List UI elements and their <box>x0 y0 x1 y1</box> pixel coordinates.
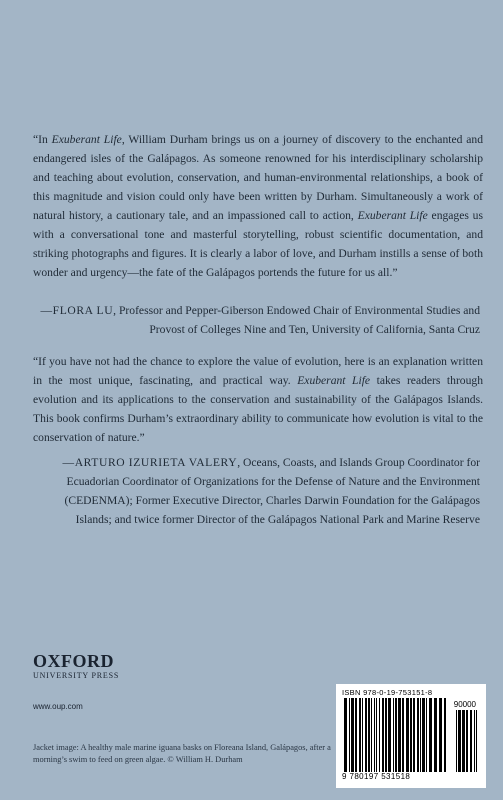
book-title-italic: Exuberant Life <box>51 133 122 146</box>
barcode-bar <box>439 698 442 772</box>
oxford-logo: OXFORD <box>33 651 114 671</box>
blurb-attribution-2 <box>30 453 480 529</box>
book-title-italic: Exuberant Life <box>357 209 428 222</box>
barcode-bar <box>382 698 384 772</box>
endorser-title: , Professor and Pepper-Giberson Endowed Chair of Environmental Studies and Provost of Colleges Nine and Ten, University of California, Santa Cruz <box>113 304 480 336</box>
barcode-bar <box>434 698 437 772</box>
barcode-bar <box>376 698 377 772</box>
barcode-bar <box>426 698 427 772</box>
barcode-bar <box>349 698 350 772</box>
ean-number: 9 780197 531518 <box>342 772 411 781</box>
barcode-bar <box>344 698 347 772</box>
barcode-bar <box>444 698 446 772</box>
barcode-bar <box>410 698 412 772</box>
barcode-bar <box>413 698 415 772</box>
barcode-bar <box>402 698 404 772</box>
quote-text: “In <box>33 133 52 146</box>
barcode-bar <box>365 698 367 772</box>
barcode-bar <box>355 698 357 772</box>
barcode-bar <box>351 698 354 772</box>
barcode-bar <box>388 698 391 772</box>
publisher-url: www.oup.com <box>33 702 83 711</box>
price-code: 90000 <box>453 700 476 709</box>
barcode-bar <box>371 698 372 772</box>
ean-barcode-bars <box>342 698 450 772</box>
quote-text: engages us with a conversational tone and masterful storytelling, robust scientific documentation, and striking photographs and figures. It is clearly a labor of love, and Durham instills a sense of both wonder and urgency—the fate of the Galápagos portends the future for us all.” <box>33 209 483 279</box>
barcode-bar <box>422 698 425 772</box>
barcode-bar <box>379 698 380 772</box>
barcode-bar <box>458 710 461 772</box>
barcode-bar <box>393 698 394 772</box>
barcode-bar <box>429 698 432 772</box>
barcode-bar <box>462 710 465 772</box>
barcode-bar <box>359 698 361 772</box>
barcode-bar <box>395 698 397 772</box>
quote-text: “If you have not had the chance to explore the value of evolution, here is an explanation written in the most unique, fascinating, and practical way. <box>33 355 483 387</box>
barcode-bar <box>456 710 457 772</box>
jacket-image-credit: Jacket image: A healthy male marine iguana basks on Floreana Island, Galápagos, after a morning’s swim to feed on green algae. © William H. Durham <box>33 743 331 764</box>
isbn-label: ISBN 978-0-19-753151-8 <box>342 688 433 697</box>
barcode-bar <box>417 698 419 772</box>
isbn-barcode <box>336 684 486 788</box>
book-title-italic: Exuberant Life <box>297 374 371 387</box>
endorser-name: —ARTURO IZURIETA VALERY <box>62 456 238 469</box>
barcode-bar <box>374 698 375 772</box>
blurb-quote-1 <box>33 130 483 282</box>
price-barcode-bars <box>454 710 480 772</box>
barcode-bar <box>362 698 363 772</box>
blurb-quote-2 <box>33 352 483 447</box>
quote-text: , William Durham brings us on a journey of discovery to the enchanted and endangered isles of the Galápagos. As someone renowned for his interdisciplinary scholarship and teaching about evolution, conservation, and human-environmental relationships, a book of this magnitude and vision could only have been written by Durham. Simultaneously a work of natural history, a cautionary tale, and an impassioned call to action, <box>33 133 483 222</box>
barcode-bar <box>385 698 387 772</box>
blurb-attribution-1 <box>30 301 480 339</box>
university-press-label: UNIVERSITY PRESS <box>33 671 120 680</box>
barcode-bar <box>476 710 477 772</box>
barcode-bar <box>474 710 475 772</box>
barcode-bar <box>466 710 468 772</box>
barcode-bar <box>470 710 472 772</box>
barcode-bar <box>420 698 421 772</box>
barcode-bar <box>406 698 409 772</box>
quote-text: takes readers through evolution and its applications to the conservation and sustainability of the Galápagos Islands. This book confirms Durham’s extraordinary ability to communicate how evolution is vital to the conservation of nature.” <box>33 374 483 444</box>
endorser-title: , Oceans, Coasts, and Islands Group Coordinator for Ecuadorian Coordinator of Organizations for the Defense of Nature and the Environment (CEDENMA); Former Executive Director, Charles Darwin Foundation for the Galápagos Islands; and twice former Director of the Galápagos National Park and Marine Reserve <box>64 456 480 526</box>
endorser-name: —FLORA LU <box>40 304 114 317</box>
barcode-bar <box>368 698 370 772</box>
barcode-bar <box>398 698 401 772</box>
